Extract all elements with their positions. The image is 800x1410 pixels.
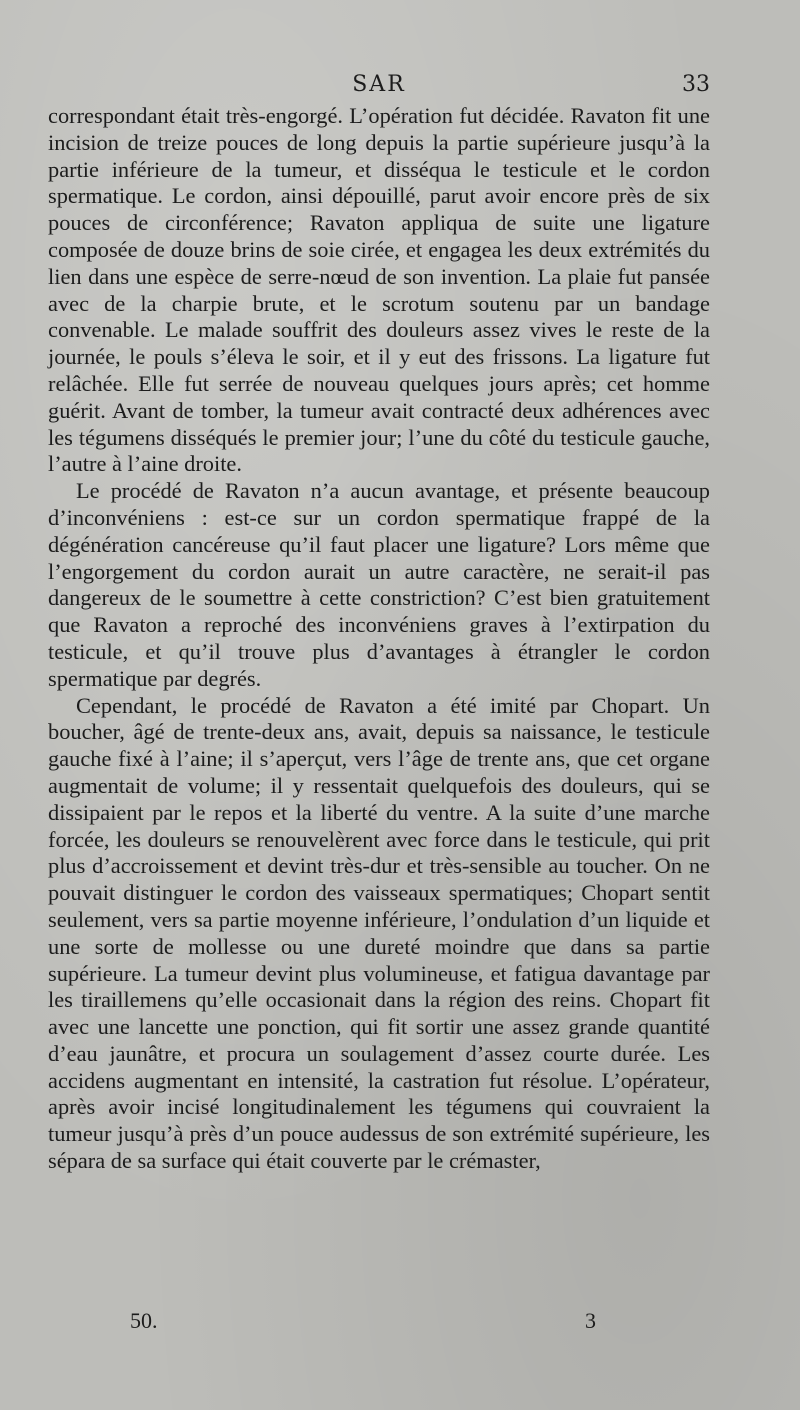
page-footer [48,1308,710,1336]
sheet-signature: 3 [585,1308,596,1333]
paragraph-continued: correspondant était très-engorgé. L’opération fut décidée. Ravaton fit une incision de treize pouces de long depuis la partie supérieure jusqu’à la partie inférieure de la tumeur, et disséqua le testicule et le cordon spermatique. Le cordon, ainsi dépouillé, parut avoir encore près de six pouces de circonférence; Ravaton appliqua de suite une ligature composée de douze brins de soie cirée, et engagea les deux extrémités du lien dans une espèce de serre-nœud de son invention. La plaie fut pansée avec de la charpie brute, et le scrotum soutenu par un bandage convenable. Le malade souffrit des douleurs assez vives le reste de la journée, le pouls s’éleva le soir, et il y eut des frissons. La ligature fut relâchée. Elle fut serrée de nouveau quelques jours après; cet homme guérit. Avant de tomber, la tumeur avait contracté deux adhérences avec les tégumens disséqués le premier jour; l’une du côté du testicule gauche, l’autre à l’aine droite. [48,103,710,477]
running-head [48,72,710,100]
paragraph-chopart-case: Cependant, le procédé de Ravaton a été imité par Chopart. Un boucher, âgé de trente-deux ans, avait, depuis sa naissance, le testicule gauche fixé à l’aine; il s’aperçut, vers l’âge de trente ans, que cet organe augmentait de volume; il y ressentait quelquefois des douleurs, qui se dissipaient par le repos et la liberté du ventre. A la suite d’une marche forcée, les douleurs se renouvelèrent avec force dans le testicule, qui prit plus d’accroissement et devint très-dur et très-sensible au toucher. On ne pouvait distinguer le cordon des vaisseaux spermatiques; Chopart sentit seulement, vers sa partie moyenne inférieure, l’ondulation d’un liquide et une sorte de mollesse ou une dureté moindre que dans sa partie supérieure. La tumeur devint plus volumineuse, et fatigua davantage par les tiraillemens qu’elle occasionait dans la région des reins. Chopart fit avec une lancette une ponction, qui fit sortir une assez grande quantité d’eau jaunâtre, et procura un soulagement d’assez courte durée. Les accidens augmentant en intensité, la castration fut résolue. L’opérateur, après avoir incisé longitudinalement les tégumens qui couvraient la tumeur jusqu’à près d’un pouce audessus de son extrémité supérieure, les sépara de sa surface qui était couverte par le crémaster, [48,692,710,1174]
paragraph-ravaton-critique: Le procédé de Ravaton n’a aucun avantage, et présente beaucoup d’inconvéniens : est-ce sur un cordon spermatique frappé de la dégénération cancéreuse qu’il faut placer une ligature? Lors même que l’engorgement du cordon aurait un autre caractère, ne serait-il pas dangereux de le soumettre à cette constriction? C’est bien gratuitement que Ravaton a reproché des inconvéniens graves à l’extirpation du testicule, et qu’il trouve plus d’avantages à étrangler le cordon spermatique par degrés. [48,478,710,691]
volume-signature: 50. [130,1308,158,1333]
running-title: SAR [352,72,406,97]
body-text [48,103,710,1175]
page-number: 33 [682,72,710,97]
